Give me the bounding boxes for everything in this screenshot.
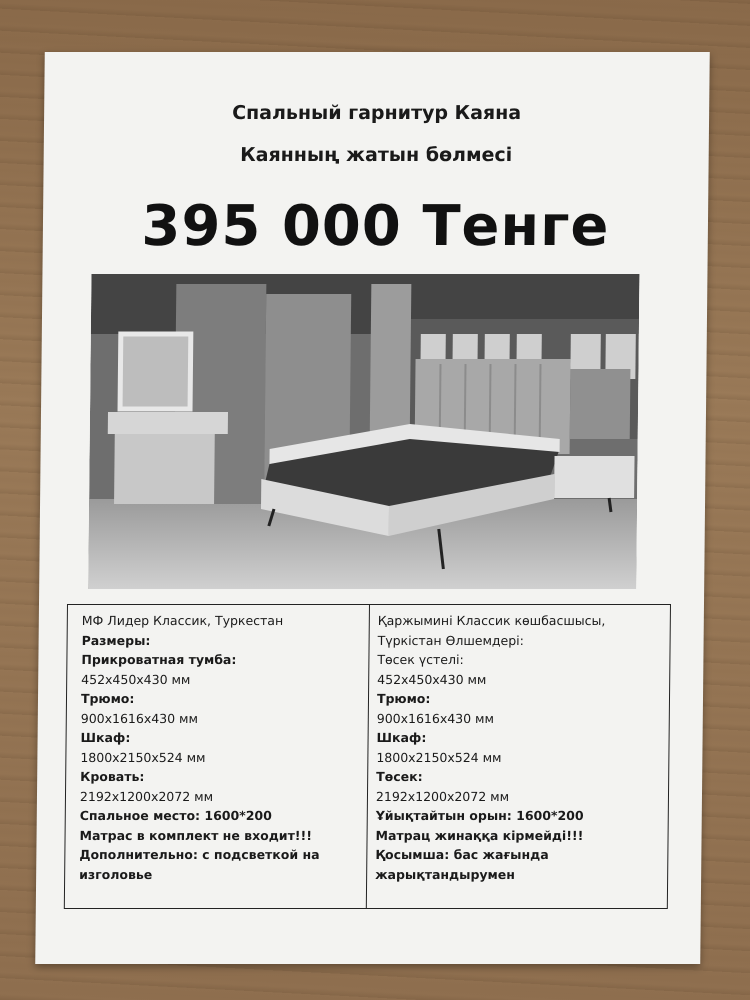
spec-line: 452х450х430 мм — [81, 671, 191, 687]
spec-line: Спальное место: 1600*200 — [79, 808, 272, 823]
price: 395 000 Тенге — [141, 194, 610, 259]
spec-line: Матрас в комплект не входит!!! — [79, 827, 313, 843]
spec-line: Қаржымині Классик көшбасшысы, — [377, 613, 606, 628]
spec-line: Төсек: — [376, 769, 423, 784]
spec-line: 900х1616х430 мм — [376, 710, 495, 726]
specs-russian-column — [65, 605, 369, 908]
spec-line: 2192х1200х2072 мм — [375, 788, 510, 804]
spec-line: Размеры: — [81, 632, 151, 648]
spec-line: 1800х2150х524 мм — [80, 749, 206, 765]
spec-line: 900х1616х430 мм — [80, 710, 199, 726]
spec-line: Трюмо: — [80, 691, 135, 706]
spec-line: жарықтандырумен — [375, 866, 516, 882]
spec-line: 2192х1200х2072 мм — [79, 788, 214, 804]
spec-line: Төсек үстелі: — [377, 652, 464, 667]
spec-line: Кровать: — [80, 769, 145, 784]
specs-kazakh-column — [366, 605, 670, 908]
spec-line: МФ Лидер Классик, Туркестан — [81, 613, 284, 628]
flyer-sheet — [35, 52, 710, 964]
bedroom-set-photo — [88, 274, 639, 589]
spec-line: Түркістан Өлшемдері: — [377, 632, 524, 648]
spec-line: изголовье — [79, 866, 153, 882]
spec-line: Шкаф: — [376, 730, 427, 745]
spec-line: 452х450х430 мм — [377, 671, 487, 687]
spec-line: Қосымша: бас жағында — [375, 847, 549, 862]
spec-line: Шкаф: — [80, 730, 131, 745]
spec-line: 1800х2150х524 мм — [376, 749, 502, 765]
spec-line: Матрац жинаққа кірмейді!!! — [375, 827, 584, 843]
title-russian: Спальный гарнитур Каяна — [232, 102, 522, 124]
spec-line: Ұйықтайтын орын: 1600*200 — [375, 808, 584, 823]
title-kazakh: Каянның жатын бөлмесі — [240, 144, 513, 166]
specifications-table — [64, 604, 671, 909]
spec-line: Трюмо: — [376, 691, 431, 706]
spec-line: Прикроватная тумба: — [81, 652, 237, 667]
spec-line: Дополнительно: с подсветкой на — [79, 847, 320, 862]
